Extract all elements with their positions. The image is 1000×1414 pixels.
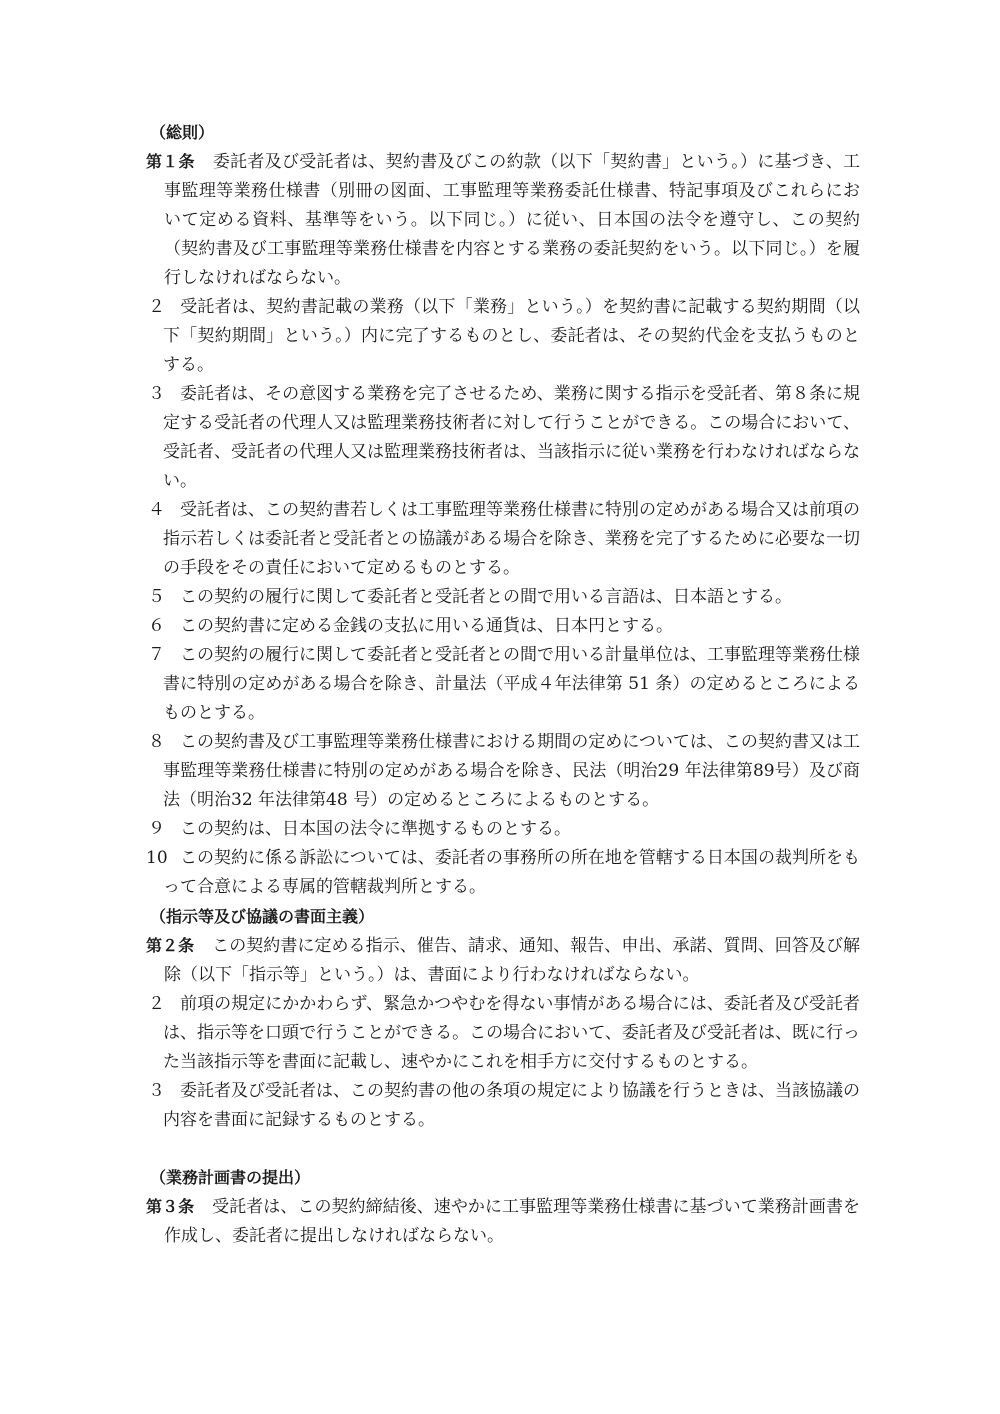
article-text: 委託者及び受託者は、契約書及びこの約款（以下「契約書」という。）に基づき、工事監理等業務仕様書（別冊の図面、工事監理等業務委託仕様書、特記事項及びこれらにおいて定める資料、基準等をいう。以下同じ。）に従い、日本国の法令を遵守し、この契約（契約書及び工事監理等業務仕様書を内容とする業務の委託契約をいう。以下同じ。）を履行しなければならない。 [164,152,860,288]
paragraph-text: この契約書に定める金銭の支払に用いる通貨は、日本円とする。 [180,616,673,636]
paragraph [146,612,860,641]
paragraph [146,641,860,728]
paragraph-text: この契約書及び工事監理等業務仕様書における期間の定めについては、この契約書又は工事監理等業務仕様書に特別の定めがある場合を除き、民法（明治29 年法律第89号）及び商法（明治32 年法律第48 号）の定めるところによるものとする。 [163,732,860,810]
paragraph-number: ２ [148,297,165,317]
paragraph-number: ３ [148,384,165,404]
paragraph-text: この契約に係る訴訟については、委託者の事務所の所在地を管轄する日本国の裁判所をもって合意による専属的管轄裁判所とする。 [163,848,860,897]
paragraph-number: ５ [148,587,165,607]
paragraph-text: この契約の履行に関して委託者と受託者との間で用いる計量単位は、工事監理等業務仕様書に特別の定めがある場合を除き、計量法（平成４年法律第 51 条）の定めるところによるものとする。 [163,645,860,723]
paragraph-number: ８ [148,732,165,752]
paragraph-text: 委託者は、その意図する業務を完了させるため、業務に関する指示を受託者、第８条に規定する受託者の代理人又は監理業務技術者に対して行うことができる。この場合において、受託者、受託者の代理人又は監理業務技術者は、当該指示に従い業務を行わなければならない。 [163,384,860,491]
paragraph-number: ７ [148,645,165,665]
paragraph-text: この契約は、日本国の法令に準拠するものとする。 [180,819,571,839]
paragraph-text: この契約の履行に関して委託者と受託者との間で用いる言語は、日本語とする。 [180,587,792,607]
document-page [146,118,860,1251]
article-text: 受託者は、この契約締結後、速やかに工事監理等業務仕様書に基づいて業務計画書を作成し、委託者に提出しなければならない。 [164,1197,860,1246]
article-text: この契約書に定める指示、催告、請求、通知、報告、申出、承諾、質問、回答及び解除（以下「指示等」という。）は、書面により行わなければならない。 [164,936,860,985]
section-heading: （業務計画書の提出） [150,1168,311,1187]
paragraph [146,815,860,844]
paragraph-number: ６ [148,616,165,636]
paragraph [146,728,860,815]
paragraph-text: 委託者及び受託者は、この契約書の他の条項の規定により協議を行うときは、当該協議の内容を書面に記録するものとする。 [163,1081,860,1130]
paragraph [146,990,860,1077]
section-heading: （指示等及び協議の書面主義） [150,907,375,926]
section-spacer [146,1135,860,1163]
paragraph-text: 受託者は、この契約書若しくは工事監理等業務仕様書に特別の定めがある場合又は前項の指示若しくは委託者と受託者との協議がある場合を除き、業務を完了するために必要な一切の手段をその責任において定めるものとする。 [163,500,860,578]
article [146,1192,860,1251]
article-number: 第１条 [146,152,195,171]
paragraph [146,583,860,612]
paragraph-text: 受託者は、契約書記載の業務（以下「業務」という。）を契約書に記載する契約期間（以下「契約期間」という。）内に完了するものとし、委託者は、その契約代金を支払うものとする。 [163,297,860,375]
paragraph [146,1077,860,1135]
article-number: 第２条 [146,936,195,955]
article-number: 第３条 [146,1197,195,1216]
section-heading: （総則） [150,123,215,142]
paragraph-number: ４ [148,500,165,520]
paragraph-number: ３ [148,1081,165,1101]
paragraph [146,496,860,583]
paragraph [146,293,860,380]
article [146,147,860,293]
paragraph-number: ９ [148,819,165,839]
paragraph [146,844,860,902]
paragraph-number: ２ [148,994,165,1014]
paragraph [146,380,860,496]
paragraph-number: 10 [146,848,168,868]
paragraph-text: 前項の規定にかかわらず、緊急かつやむを得ない事情がある場合には、委託者及び受託者は、指示等を口頭で行うことができる。この場合において、委託者及び受託者は、既に行った当該指示等を書面に記載し、速やかにこれを相手方に交付するものとする。 [163,994,860,1072]
article [146,931,860,990]
